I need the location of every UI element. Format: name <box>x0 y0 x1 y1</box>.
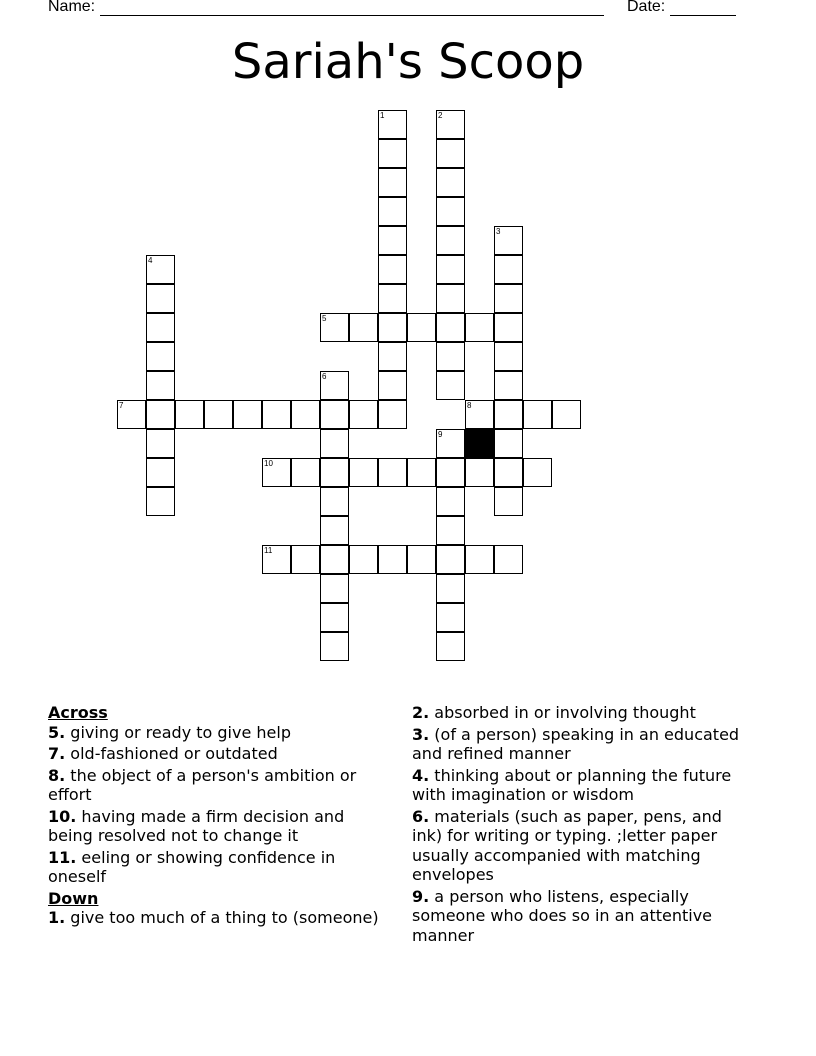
clue-item <box>48 807 388 846</box>
clue-number-7: 7 <box>119 401 124 410</box>
name-line[interactable] <box>100 1 604 16</box>
grid-cell[interactable] <box>146 487 175 516</box>
grid-cell[interactable] <box>436 255 465 284</box>
grid-cell[interactable] <box>494 255 523 284</box>
grid-cell[interactable] <box>378 458 407 487</box>
grid-cell[interactable] <box>407 545 436 574</box>
grid-cell[interactable] <box>378 545 407 574</box>
clue-text: give too much of a thing to (someone) <box>65 908 379 927</box>
grid-cell[interactable] <box>378 139 407 168</box>
clue-text: giving or ready to give help <box>65 722 291 742</box>
grid-cell[interactable] <box>146 371 175 400</box>
grid-cell[interactable] <box>175 400 204 429</box>
grid-cell[interactable] <box>465 313 494 342</box>
grid-cell[interactable] <box>436 487 465 516</box>
clue-number: 11. <box>48 847 77 867</box>
grid-cell[interactable] <box>494 458 523 487</box>
clue-text: materials (such as paper, pens, and ink) for writing or typing. ;letter paper usually accompanied with matching envelopes <box>412 806 722 884</box>
grid-cell[interactable] <box>552 400 581 429</box>
clue-item <box>48 908 388 928</box>
down-clue-list <box>48 908 388 928</box>
clue-item <box>48 848 388 887</box>
grid-cell[interactable] <box>494 487 523 516</box>
clue-number: 6. <box>412 806 430 826</box>
name-field[interactable] <box>48 0 604 16</box>
clue-number-11: 11 <box>264 546 273 555</box>
date-label: Date: <box>627 0 666 15</box>
grid-cell[interactable] <box>204 400 233 429</box>
clue-number: 4. <box>412 765 430 785</box>
grid-cell[interactable] <box>436 574 465 603</box>
grid-cell[interactable] <box>320 545 349 574</box>
clue-number: 7. <box>48 744 66 763</box>
clue-number: 10. <box>48 806 77 826</box>
clue-item <box>412 703 757 723</box>
grid-cell[interactable] <box>146 284 175 313</box>
grid-cell[interactable] <box>320 632 349 661</box>
grid-cell[interactable] <box>146 313 175 342</box>
grid-cell[interactable] <box>378 284 407 313</box>
across-clue-list <box>48 723 388 887</box>
clue-item <box>48 744 388 764</box>
grid-cell[interactable] <box>378 197 407 226</box>
grid-cell[interactable] <box>436 603 465 632</box>
clue-text: a person who listens, especially someone who does so in an attentive manner <box>412 886 713 945</box>
clue-item <box>412 887 757 946</box>
grid-cell[interactable] <box>436 226 465 255</box>
grid-cell[interactable] <box>465 545 494 574</box>
clue-item <box>412 766 757 805</box>
grid-cell[interactable] <box>436 197 465 226</box>
grid-cell[interactable] <box>436 516 465 545</box>
grid-cell[interactable] <box>320 603 349 632</box>
grid-cell[interactable] <box>494 400 523 429</box>
grid-cell[interactable] <box>291 400 320 429</box>
date-line[interactable] <box>670 1 736 16</box>
clue-number-2: 2 <box>438 111 443 120</box>
clue-text: absorbed in or involving thought <box>429 703 696 722</box>
grid-cell[interactable] <box>494 371 523 400</box>
grid-cell[interactable] <box>494 284 523 313</box>
grid-cell[interactable] <box>320 574 349 603</box>
grid-cell[interactable] <box>349 313 378 342</box>
grid-cell[interactable] <box>262 400 291 429</box>
clue-number-5: 5 <box>322 314 327 323</box>
clues-left-column <box>48 703 388 930</box>
clue-number: 9. <box>412 886 430 906</box>
grid-cell[interactable] <box>291 545 320 574</box>
clue-number-6: 6 <box>322 372 327 381</box>
grid-cell[interactable] <box>378 226 407 255</box>
grid-cell[interactable] <box>523 458 552 487</box>
clue-text: eeling or showing confidence in oneself <box>48 847 336 886</box>
grid-cell[interactable] <box>407 313 436 342</box>
clue-number: 5. <box>48 722 66 742</box>
clue-text: old-fashioned or outdated <box>65 744 278 763</box>
clue-number: 2. <box>412 703 430 722</box>
grid-cell[interactable] <box>436 342 465 371</box>
grid-cell[interactable] <box>494 313 523 342</box>
grid-cell[interactable] <box>378 400 407 429</box>
grid-cell[interactable] <box>320 429 349 458</box>
clue-number-10: 10 <box>264 459 273 468</box>
name-label: Name: <box>48 0 96 15</box>
grid-cell[interactable] <box>465 458 494 487</box>
grid-cell[interactable] <box>349 458 378 487</box>
grid-cell[interactable] <box>320 400 349 429</box>
grid-cell[interactable] <box>233 400 262 429</box>
grid-cell[interactable] <box>146 458 175 487</box>
grid-cell[interactable] <box>436 284 465 313</box>
grid-cell[interactable] <box>146 429 175 458</box>
grid-cell[interactable] <box>436 632 465 661</box>
clue-item <box>412 807 757 885</box>
clue-text: the object of a person's ambition or effort <box>48 765 357 804</box>
grid-cell[interactable] <box>378 255 407 284</box>
clue-number-3: 3 <box>496 227 501 236</box>
grid-cell[interactable] <box>436 545 465 574</box>
grid-cell[interactable] <box>436 458 465 487</box>
grid-cell[interactable] <box>494 545 523 574</box>
clue-number-8: 8 <box>467 401 472 410</box>
clue-text: having made a firm decision and being resolved not to change it <box>48 806 345 845</box>
grid-cell[interactable] <box>320 516 349 545</box>
grid-cell[interactable] <box>378 342 407 371</box>
grid-cell[interactable] <box>320 487 349 516</box>
clue-number: 8. <box>48 765 66 785</box>
grid-cell[interactable] <box>146 342 175 371</box>
clue-item <box>48 723 388 743</box>
down-heading: Down <box>48 888 99 908</box>
grid-cell[interactable] <box>349 400 378 429</box>
puzzle-title: Sariah's Scoop <box>231 34 585 90</box>
across-heading: Across <box>48 703 108 722</box>
grid-cell[interactable] <box>436 313 465 342</box>
grid-cell[interactable] <box>494 342 523 371</box>
clue-number-9: 9 <box>438 430 443 439</box>
grid-cell[interactable] <box>349 545 378 574</box>
grid-cell[interactable] <box>146 400 175 429</box>
clue-item <box>48 766 388 805</box>
clue-text: thinking about or planning the future with imagination or wisdom <box>412 765 732 804</box>
grid-cell[interactable] <box>523 400 552 429</box>
clue-number-1: 1 <box>380 111 385 120</box>
down-clue-list-continued <box>412 703 757 945</box>
clue-number-4: 4 <box>148 256 153 265</box>
clue-text: (of a person) speaking in an educated and refined manner <box>412 724 740 763</box>
grid-cell[interactable] <box>436 139 465 168</box>
clues-right-column <box>412 703 757 947</box>
clue-number: 3. <box>412 724 430 744</box>
grid-cell[interactable] <box>436 371 465 400</box>
grid-cell[interactable] <box>407 458 436 487</box>
grid-cell[interactable] <box>320 458 349 487</box>
grid-cell[interactable] <box>378 371 407 400</box>
grid-cell[interactable] <box>436 168 465 197</box>
grid-cell[interactable] <box>494 429 523 458</box>
grid-cell[interactable] <box>291 458 320 487</box>
black-cell <box>465 429 494 458</box>
date-field[interactable] <box>627 0 736 16</box>
grid-cell[interactable] <box>378 168 407 197</box>
clue-number: 1. <box>48 908 66 927</box>
grid-cell[interactable] <box>378 313 407 342</box>
clue-item <box>412 725 757 764</box>
